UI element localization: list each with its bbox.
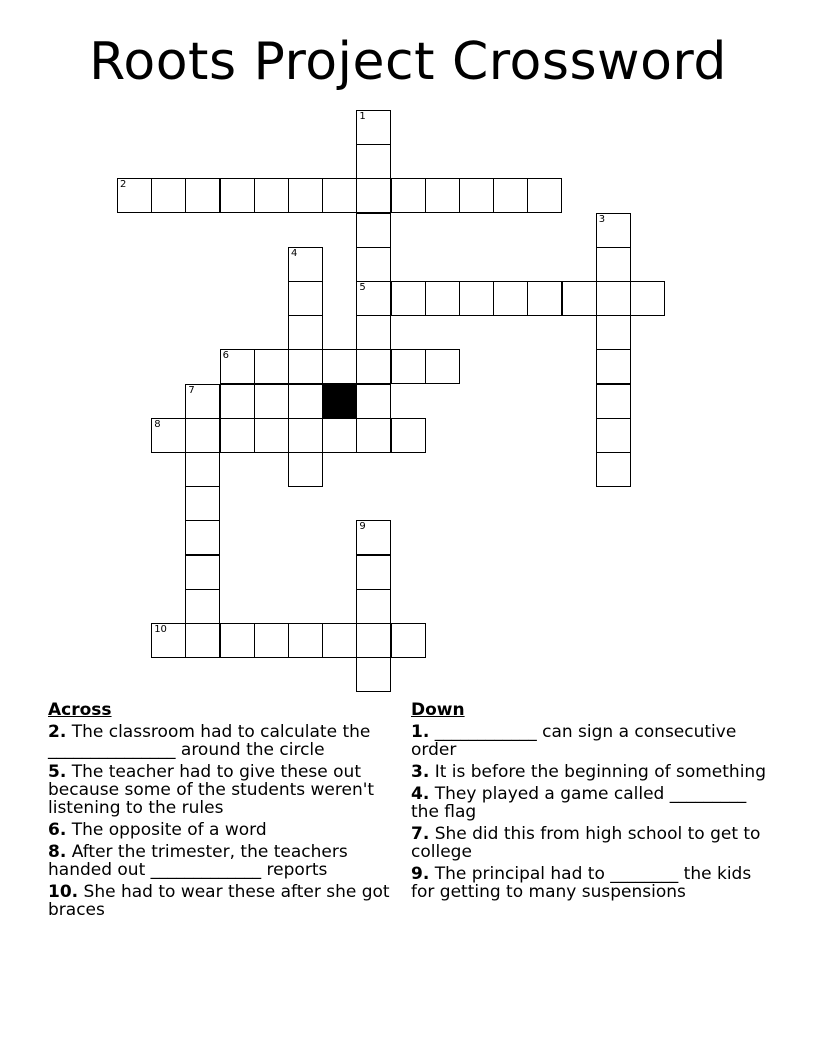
down-clues xyxy=(411,701,771,905)
clue-number-label: 5 xyxy=(359,282,366,293)
across-clues xyxy=(48,701,408,923)
clue-number-label: 2 xyxy=(120,179,127,191)
crossword-cell[interactable] xyxy=(356,349,391,384)
clue-number: 2. xyxy=(48,722,67,742)
crossword-cell[interactable] xyxy=(391,178,426,213)
crossword-cell[interactable] xyxy=(356,247,391,282)
down-clue xyxy=(411,865,771,901)
crossword-cell[interactable] xyxy=(527,281,562,316)
clue-text: ____________ can sign a consecutive order xyxy=(411,722,737,760)
down-clue xyxy=(411,723,771,759)
crossword-cell[interactable] xyxy=(425,178,460,213)
crossword-cell[interactable] xyxy=(151,178,186,213)
clue-number: 8. xyxy=(48,842,67,862)
crossword-cell[interactable] xyxy=(185,589,220,624)
crossword-cell[interactable] xyxy=(459,178,494,213)
crossword-cell[interactable] xyxy=(356,110,391,145)
across-clue xyxy=(48,843,408,879)
clue-text: After the trimester, the teachers handed out _____________ reports xyxy=(48,842,348,880)
clue-number: 9. xyxy=(411,864,430,884)
clue-number-label: 6 xyxy=(222,350,229,362)
crossword-cell[interactable] xyxy=(220,349,255,384)
clue-text: She had to wear these after she got braces xyxy=(48,882,390,920)
clue-number-label: 8 xyxy=(154,418,161,430)
crossword-cell[interactable] xyxy=(288,452,323,487)
clue-number: 6. xyxy=(48,820,67,840)
crossword-cell[interactable] xyxy=(151,418,186,453)
crossword-cell[interactable] xyxy=(356,657,391,692)
clue-number-label: 4 xyxy=(291,247,298,259)
crossword-cell[interactable] xyxy=(185,418,220,453)
crossword-cell[interactable] xyxy=(630,281,665,316)
clue-text: They played a game called _________ the flag xyxy=(411,784,747,822)
clue-text: The opposite of a word xyxy=(71,820,267,840)
clue-number: 7. xyxy=(411,824,430,844)
clue-number-label: 3 xyxy=(598,213,606,225)
clue-number-label: 10 xyxy=(154,624,167,635)
crossword-cell[interactable] xyxy=(596,247,631,282)
clue-number-label: 1 xyxy=(359,111,366,122)
crossword-cell[interactable] xyxy=(254,349,289,384)
crossword-cell[interactable] xyxy=(185,555,220,590)
across-clue xyxy=(48,821,408,839)
crossword-cell[interactable] xyxy=(596,384,631,419)
crossword-cell[interactable] xyxy=(288,349,323,384)
across-heading: Across xyxy=(48,700,112,720)
crossword-cell[interactable] xyxy=(391,281,426,316)
down-clue xyxy=(411,763,771,781)
crossword-cell[interactable] xyxy=(596,315,631,350)
crossword-cell[interactable] xyxy=(356,418,391,453)
crossword-cell[interactable] xyxy=(493,178,528,213)
crossword-cell[interactable] xyxy=(356,555,391,590)
crossword-cell[interactable] xyxy=(185,520,220,555)
crossword-cell[interactable] xyxy=(596,213,631,248)
clue-text: She did this from high school to get to college xyxy=(411,824,761,862)
crossword-cell[interactable] xyxy=(254,178,289,213)
down-heading: Down xyxy=(411,700,465,720)
down-clue xyxy=(411,785,771,821)
down-clue xyxy=(411,825,771,861)
crossword-cell[interactable] xyxy=(562,281,597,316)
across-clue xyxy=(48,723,408,759)
crossword-cell[interactable] xyxy=(322,623,357,658)
crossword-cell[interactable] xyxy=(254,418,289,453)
crossword-cell[interactable] xyxy=(220,384,255,419)
clue-number-label: 7 xyxy=(188,384,195,396)
crossword-cell[interactable] xyxy=(220,623,255,658)
crossword-cell[interactable] xyxy=(254,384,289,419)
crossword-cell[interactable] xyxy=(185,384,220,419)
crossword-cell[interactable] xyxy=(322,418,357,453)
across-clue xyxy=(48,883,408,919)
crossword-cell[interactable] xyxy=(391,418,426,453)
crossword-cell[interactable] xyxy=(185,452,220,487)
crossword-cell[interactable] xyxy=(425,349,460,384)
clue-number: 3. xyxy=(411,762,430,782)
clue-number-label: 9 xyxy=(359,521,366,533)
crossword-cell[interactable] xyxy=(322,349,357,384)
crossword-cell[interactable] xyxy=(391,623,426,658)
crossword-cell[interactable] xyxy=(185,178,220,213)
crossword-cell[interactable] xyxy=(151,623,186,658)
crossword-cell[interactable] xyxy=(117,178,152,213)
crossword-cell[interactable] xyxy=(596,452,631,487)
crossword-cell[interactable] xyxy=(356,315,391,350)
crossword-cell[interactable] xyxy=(254,623,289,658)
crossword-cell[interactable] xyxy=(356,144,391,179)
crossword-cell[interactable] xyxy=(220,418,255,453)
clue-text: It is before the beginning of something xyxy=(434,762,766,782)
crossword-cell[interactable] xyxy=(288,418,323,453)
clue-number: 10. xyxy=(48,882,79,902)
crossword-cell[interactable] xyxy=(288,178,323,213)
crossword-cell[interactable] xyxy=(288,247,323,282)
crossword-cell[interactable] xyxy=(322,178,357,213)
crossword-cell[interactable] xyxy=(356,384,391,419)
crossword-cell[interactable] xyxy=(185,623,220,658)
crossword-cell[interactable] xyxy=(356,281,391,316)
crossword-cell[interactable] xyxy=(356,520,391,555)
crossword-cell[interactable] xyxy=(527,178,562,213)
across-clue xyxy=(48,763,408,817)
page-title: Roots Project Crossword xyxy=(89,32,727,92)
crossword-cell[interactable] xyxy=(493,281,528,316)
crossword-cell[interactable] xyxy=(288,384,323,419)
clue-number: 5. xyxy=(48,762,67,782)
crossword-cell[interactable] xyxy=(596,349,631,384)
crossword-cell[interactable] xyxy=(288,623,323,658)
clue-text: The principal had to ________ the kids for getting to many suspensions xyxy=(411,864,752,902)
crossword-cell[interactable] xyxy=(459,281,494,316)
clue-text: The classroom had to calculate the _______________ around the circle xyxy=(48,722,371,760)
crossword-cell[interactable] xyxy=(356,623,391,658)
crossword-cell[interactable] xyxy=(391,349,426,384)
crossword-cell[interactable] xyxy=(596,418,631,453)
crossword-cell[interactable] xyxy=(185,486,220,521)
crossword-cell[interactable] xyxy=(288,315,323,350)
black-square xyxy=(322,384,357,419)
clue-text: The teacher had to give these out because some of the students weren't listening to the rules xyxy=(48,762,375,818)
crossword-cell[interactable] xyxy=(596,281,631,316)
crossword-cell[interactable] xyxy=(220,178,255,213)
clue-number: 4. xyxy=(411,784,430,804)
crossword-cell[interactable] xyxy=(356,178,391,213)
clue-number: 1. xyxy=(411,722,430,742)
crossword-cell[interactable] xyxy=(356,213,391,248)
crossword-cell[interactable] xyxy=(356,589,391,624)
crossword-cell[interactable] xyxy=(288,281,323,316)
crossword-cell[interactable] xyxy=(425,281,460,316)
